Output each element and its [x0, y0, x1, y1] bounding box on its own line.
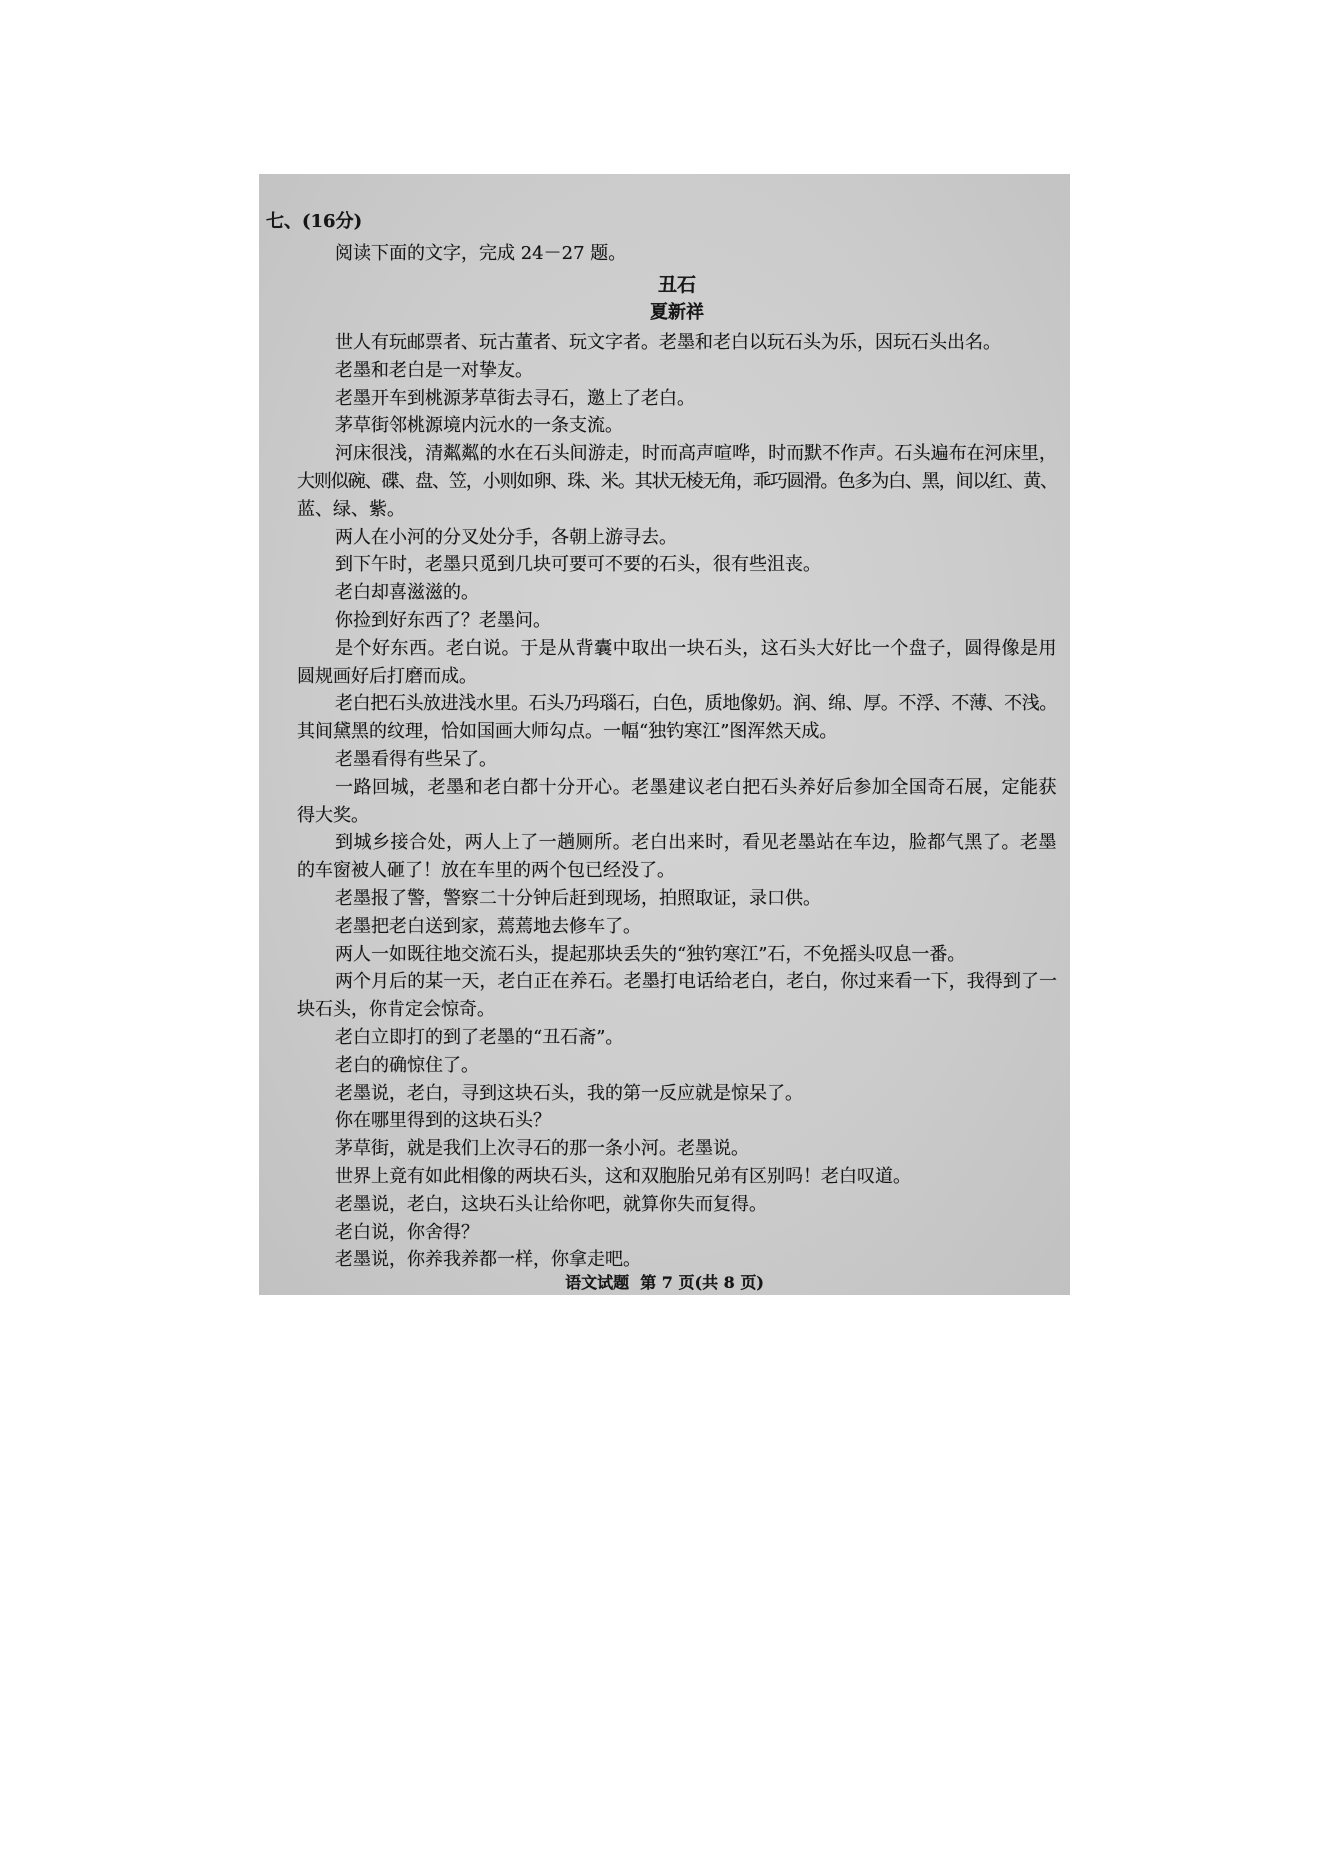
text-line: 大则似碗、碟、盘、笠，小则如卵、珠、米。其状无棱无角，乖巧圆滑。色多为白、黑，间以红、黄、 — [297, 470, 1057, 492]
text-line: 世界上竟有如此相像的两块石头，这和双胞胎兄弟有区别吗！老白叹道。 — [335, 1165, 911, 1187]
paragraph — [297, 440, 1057, 523]
text-line: 块石头，你肯定会惊奇。 — [297, 999, 495, 1021]
text-line: 老白的确惊住了。 — [335, 1054, 479, 1076]
paragraph — [297, 968, 1057, 1024]
text-line: 老墨把老白送到家，蔫蔫地去修车了。 — [335, 915, 641, 937]
text-line: 你捡到好东西了？老墨问。 — [335, 609, 551, 631]
text-line: 两个月后的某一天，老白正在养石。老墨打电话给老白，老白，你过来看一下，我得到了一 — [335, 971, 1057, 993]
text-line: 老白立即打的到了老墨的“丑石斋”。 — [335, 1026, 624, 1048]
text-line: 茅草街邻桃源境内沅水的一条支流。 — [335, 415, 623, 437]
paragraph — [297, 774, 1057, 830]
paragraph — [297, 1080, 1057, 1108]
paragraph — [297, 1246, 1057, 1274]
paragraph — [297, 913, 1057, 941]
text-line: 老墨开车到桃源茅草街去寻石，邀上了老白。 — [335, 387, 695, 409]
text-line: 两人一如既往地交流石头，提起那块丢失的“独钓寒江”石，不免摇头叹息一番。 — [335, 943, 966, 965]
paragraph — [297, 412, 1057, 440]
article-author: 夏新祥 — [650, 302, 704, 323]
text-line: 河床很浅，清粼粼的水在石头间游走，时而高声喧哗，时而默不作声。石头遍布在河床里， — [335, 443, 1057, 465]
text-line: 老墨和老白是一对挚友。 — [335, 359, 533, 381]
text-line: 老墨说，你养我养都一样，你拿走吧。 — [335, 1249, 641, 1271]
paragraph — [297, 746, 1057, 774]
section-heading: 七、(16分) — [266, 211, 363, 232]
paragraph — [297, 551, 1057, 579]
paragraph — [297, 385, 1057, 413]
question-instruction: 阅读下面的文字，完成 24－27 题。 — [335, 243, 627, 264]
paragraph — [297, 1107, 1057, 1135]
text-line: 蓝、绿、紫。 — [297, 498, 405, 520]
paragraph — [297, 524, 1057, 552]
text-line: 到城乡接合处，两人上了一趟厕所。老白出来时，看见老墨站在车边，脸都气黑了。老墨 — [335, 832, 1057, 854]
text-line: 老白却喜滋滋的。 — [335, 582, 479, 604]
text-line: 两人在小河的分叉处分手，各朝上游寻去。 — [335, 526, 677, 548]
text-line: 圆规画好后打磨而成。 — [297, 665, 477, 687]
paragraph — [297, 941, 1057, 969]
text-line: 老白说，你舍得？ — [335, 1221, 479, 1243]
paragraph — [297, 579, 1057, 607]
paragraph — [297, 357, 1057, 385]
text-line: 老墨说，老白，寻到这块石头，我的第一反应就是惊呆了。 — [335, 1082, 803, 1104]
paragraph — [297, 1024, 1057, 1052]
text-line: 一路回城，老墨和老白都十分开心。老墨建议老白把石头养好后参加全国奇石展，定能获 — [335, 776, 1057, 798]
text-line: 老墨说，老白，这块石头让给你吧，就算你失而复得。 — [335, 1193, 767, 1215]
text-line: 到下午时，老墨只觅到几块可要可不要的石头，很有些沮丧。 — [335, 554, 821, 576]
text-line: 你在哪里得到的这块石头？ — [335, 1110, 551, 1132]
paragraph — [297, 329, 1057, 357]
text-line: 的车窗被人砸了！放在车里的两个包已经没了。 — [297, 860, 675, 882]
text-line: 老墨看得有些呆了。 — [335, 748, 497, 770]
paragraph — [297, 1163, 1057, 1191]
page-footer: 语文试题 第 7 页(共 8 页) — [565, 1273, 764, 1292]
article-body — [297, 329, 1057, 1274]
paragraph — [297, 1135, 1057, 1163]
paragraph — [297, 635, 1057, 691]
paragraph — [297, 885, 1057, 913]
paragraph — [297, 607, 1057, 635]
text-line: 世人有玩邮票者、玩古董者、玩文字者。老墨和老白以玩石头为乐，因玩石头出名。 — [335, 332, 1001, 353]
article-title: 丑石 — [657, 274, 696, 296]
text-line: 茅草街，就是我们上次寻石的那一条小河。老墨说。 — [335, 1138, 749, 1160]
paragraph — [297, 1219, 1057, 1247]
scanned-exam-page — [259, 174, 1070, 1295]
paragraph — [297, 1052, 1057, 1080]
text-line: 老墨报了警，警察二十分钟后赶到现场，拍照取证，录口供。 — [335, 887, 821, 909]
text-line: 是个好东西。老白说。于是从背囊中取出一块石头，这石头大好比一个盘子，圆得像是用 — [335, 637, 1057, 659]
paragraph — [297, 829, 1057, 885]
text-line: 老白把石头放进浅水里。石头乃玛瑙石，白色，质地像奶。润、绵、厚。不浮、不薄、不浅。 — [335, 693, 1057, 715]
text-line: 其间黛黑的纹理，恰如国画大师勾点。一幅“独钓寒江”图浑然天成。 — [297, 721, 838, 743]
text-line: 得大奖。 — [297, 804, 369, 826]
paragraph — [297, 690, 1057, 746]
paragraph — [297, 1191, 1057, 1219]
